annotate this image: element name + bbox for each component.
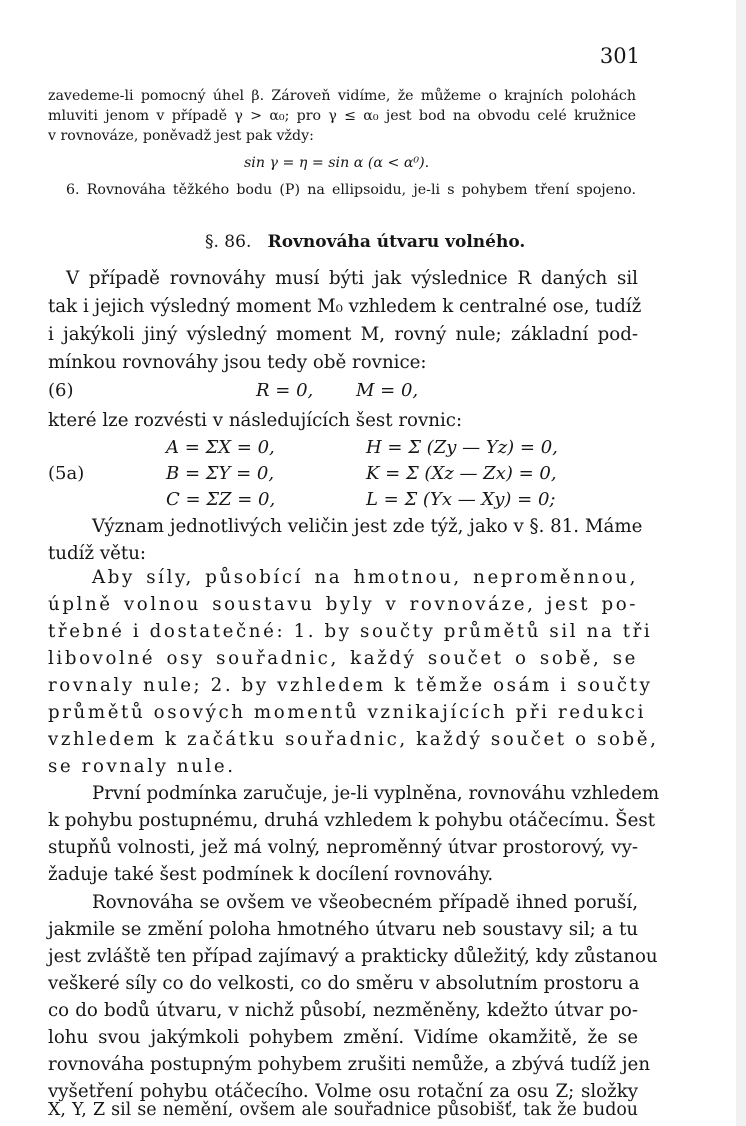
intro-line: které lze rozvésti v následujících šest rovnic:: [48, 410, 463, 431]
small-equation: sin γ = η = sin α (α < α⁰).: [244, 155, 430, 171]
para1-line: mínkou rovnováhy jsou tedy obě rovnice:: [48, 352, 427, 373]
para1-line: i jakýkoli jiný výsledný moment M, rovný nule; základní pod-: [48, 324, 638, 345]
equation-left: R = 0,: [256, 380, 314, 401]
theorem-line: se rovnaly nule.: [48, 756, 236, 777]
para4-line: rovnováha postupným pohybem zrušiti nemůže, a zbývá tudíž jen: [48, 1054, 651, 1075]
para3-line: stupňů volnosti, jež má volný, neproměnný útvar prostorový, vy-: [48, 837, 638, 858]
para3-line: k pohybu postupnému, druhá vzhledem k pohybu otáčecímu. Šest: [48, 810, 656, 831]
page-edge: [736, 0, 746, 1126]
para3-line: První podmínka zaručuje, je-li vyplněna, rovnováhu vzhledem: [92, 783, 660, 804]
equation-right: M = 0,: [356, 380, 419, 401]
para1-line: tak i jejich výsledný moment M₀ vzhledem k centralné ose, tudíž: [48, 296, 642, 317]
theorem-line: úplně volnou soustavu byly v rovnováze, jest po-: [48, 594, 638, 615]
equation-label: (5a): [48, 463, 85, 484]
theorem-line: třebné i dostatečné: 1. by součty průmětů sil na tři: [48, 621, 653, 642]
section-title: Rovnováha útvaru volného.: [267, 232, 526, 252]
para4-line: Rovnováha se ovšem ve všeobecném případě ihned poruší,: [92, 892, 638, 913]
section-number: §. 86.: [205, 232, 252, 252]
para4-line: vyšetření pohybu otáčecího. Volme osu rotační za osu Z; složky: [48, 1081, 638, 1102]
theorem-line: Aby síly, působící na hmotnou, neproměnnou,: [92, 567, 638, 588]
para4-line: veškeré síly co do velkosti, co do směru v absolutním prostoru a: [48, 973, 640, 994]
para4-line: jakmile se změní poloha hmotného útvaru neb soustavy sil; a tu: [48, 919, 638, 940]
equation-right: H = Σ (Zy — Yz) = 0,: [366, 437, 558, 458]
theorem-line: rovnaly nule; 2. by vzhledem k těmže osám i součty: [48, 675, 653, 696]
item-six: 6. Rovnováha těžkého bodu (P) na ellipsoidu, je-li s pohybem tření spojeno.: [66, 182, 636, 198]
para4-line: jest zvláště ten případ zajímavý a prakticky důležitý, kdy zůstanou: [48, 946, 658, 967]
equation-left: B = ΣY = 0,: [166, 463, 275, 484]
top-line: v rovnováze, poněvadž jest pak vždy:: [48, 128, 314, 144]
equation-label: (6): [48, 380, 74, 401]
para2-line: Význam jednotlivých veličin jest zde týž, jako v §. 81. Máme: [92, 516, 643, 537]
para4-line: co do bodů útvaru, v nichž působí, nezměněny, kdežto útvar po-: [48, 1000, 638, 1021]
equation-left: C = ΣZ = 0,: [166, 489, 276, 510]
page-number: 301: [599, 44, 640, 68]
theorem-line: průmětů osových momentů vznikajících při redukci: [48, 702, 647, 723]
para4-line: X, Y, Z sil se nemění, ovšem ale souřadnice působišť, tak že budou: [48, 1100, 638, 1120]
para2-line: tudíž větu:: [48, 543, 147, 564]
top-line: mluviti jenom v případě γ > α₀; pro γ ≤ α₀ jest bod na obvodu celé kružnice: [48, 108, 636, 124]
equation-right: L = Σ (Yx — Xy) = 0;: [366, 489, 556, 510]
equation-left: A = ΣX = 0,: [166, 437, 275, 458]
section-heading: [205, 232, 525, 252]
top-line: zavedeme-li pomocný úhel β. Zároveň vidíme, že můžeme o krajních polohách: [48, 88, 636, 104]
equation-right: K = Σ (Xz — Zx) = 0,: [366, 463, 557, 484]
theorem-line: libovolné osy souřadnic, každý součet o sobě, se: [48, 648, 638, 669]
para4-line: lohu svou jakýmkoli pohybem změní. Vidíme okamžitě, že se: [48, 1027, 638, 1048]
para1-line: V případě rovnováhy musí býti jak výslednice R daných sil: [66, 268, 638, 289]
para3-line: žaduje také šest podmínek k docílení rovnováhy.: [48, 864, 494, 885]
theorem-line: vzhledem k začátku souřadnic, každý součet o sobě,: [48, 729, 659, 750]
